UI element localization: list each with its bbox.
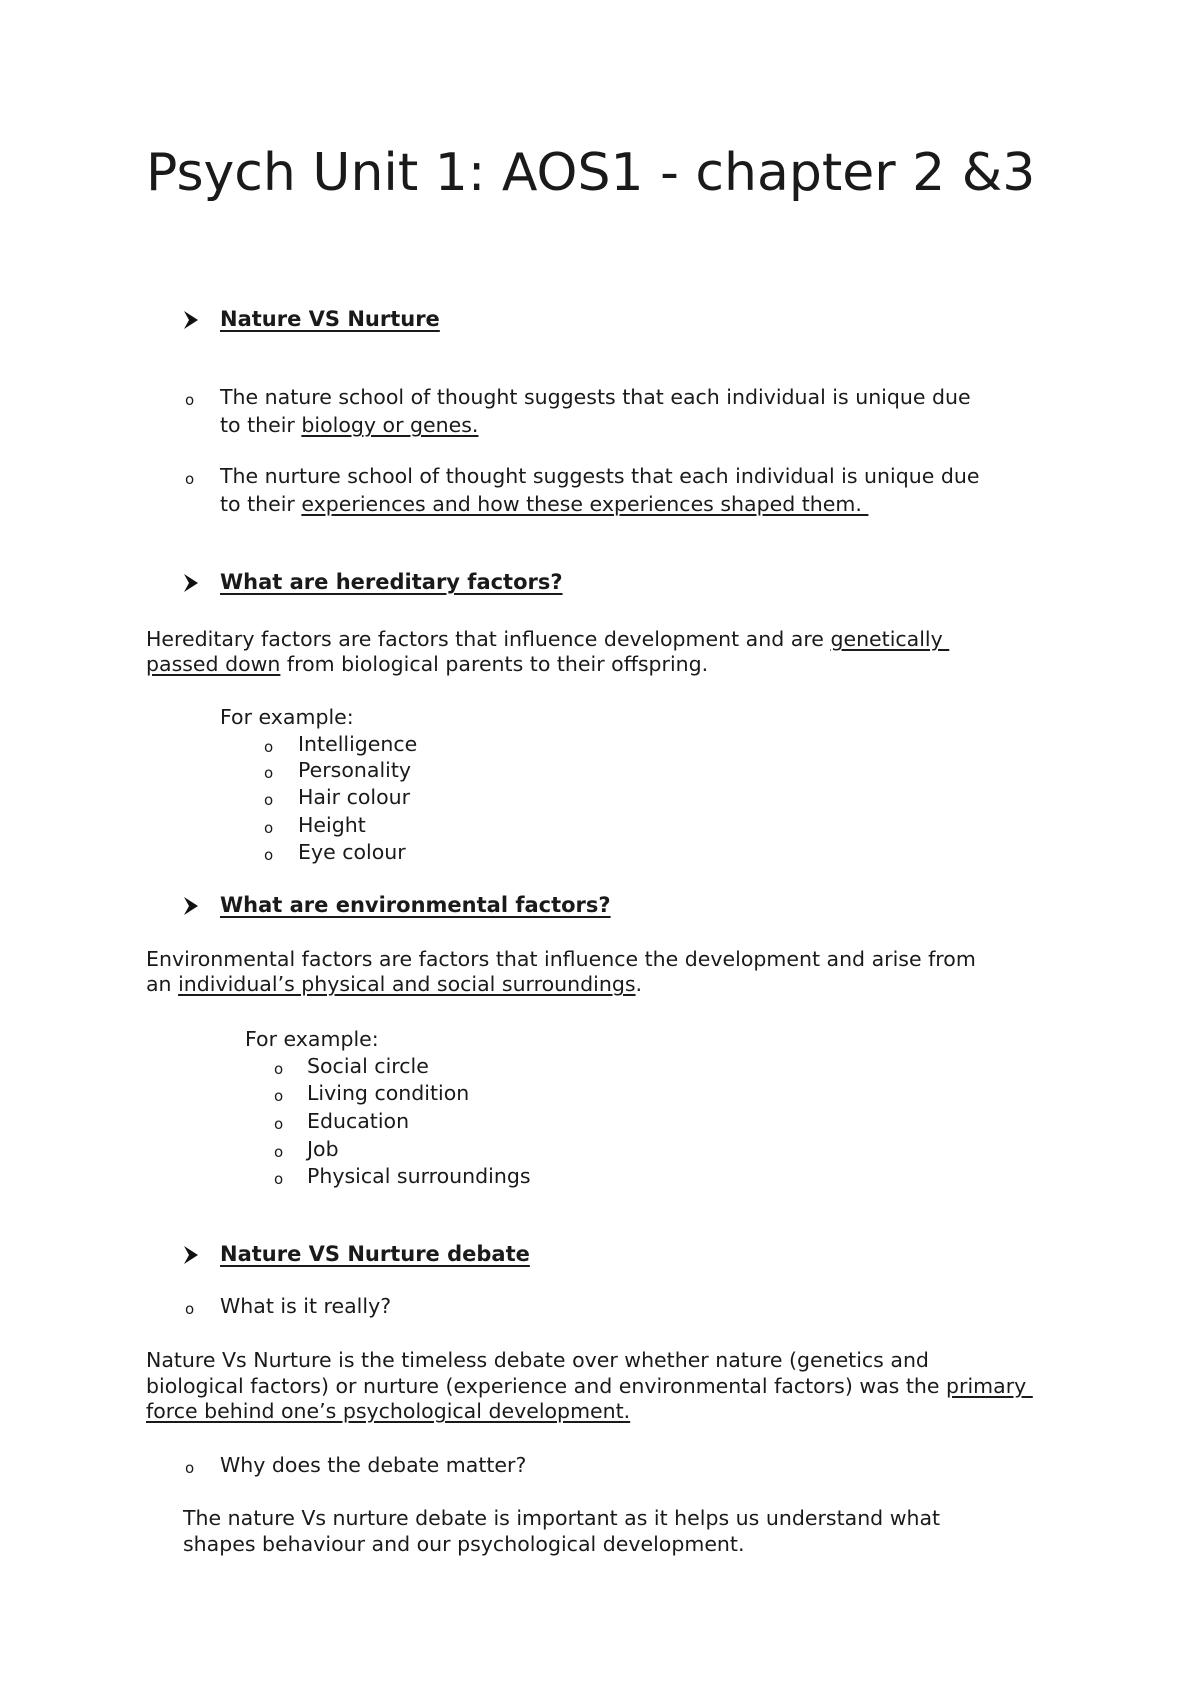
debate-para-line2: biological factors) or nurture (experience and environmental factors) was the primary: [146, 1374, 1033, 1398]
list-item: Height: [298, 813, 366, 837]
heading-nature-vs-nurture: Nature VS Nurture: [220, 307, 440, 331]
circle-bullet-icon: o: [274, 1143, 284, 1161]
list-item: Social circle: [307, 1054, 429, 1078]
arrow-bullet-icon: [183, 310, 200, 330]
circle-bullet-icon: o: [264, 846, 274, 864]
environmental-example-label: For example:: [245, 1027, 379, 1051]
question-what-is-it: What is it really?: [220, 1294, 392, 1318]
nurture-school-line2: to their experiences and how these experiences shaped them.: [220, 492, 869, 516]
answer-line1: The nature Vs nurture debate is important as it helps us understand what: [183, 1506, 941, 1530]
nature-school-line1: The nature school of thought suggests that each individual is unique due: [220, 385, 971, 409]
circle-bullet-icon: o: [264, 791, 274, 809]
question-why-matter: Why does the debate matter?: [220, 1453, 527, 1477]
arrow-bullet-icon: [183, 1245, 200, 1265]
circle-bullet-icon: o: [264, 738, 274, 756]
hereditary-para-line1: Hereditary factors are factors that influence development and are genetically: [146, 627, 950, 651]
heading-nature-vs-nurture-debate: Nature VS Nurture debate: [220, 1242, 530, 1266]
circle-bullet-icon: o: [264, 819, 274, 837]
list-item: Job: [307, 1137, 339, 1161]
nurture-school-line1: The nurture school of thought suggests that each individual is unique due: [220, 464, 980, 488]
circle-bullet-icon: o: [264, 764, 274, 782]
circle-bullet-icon: o: [274, 1060, 284, 1078]
environmental-para-line2: an individual’s physical and social surroundings.: [146, 972, 643, 996]
environmental-para-line1: Environmental factors are factors that influence the development and arise from: [146, 947, 976, 971]
arrow-bullet-icon: [183, 896, 200, 916]
circle-bullet-icon: o: [185, 470, 195, 488]
list-item: Hair colour: [298, 785, 411, 809]
circle-bullet-icon: o: [185, 1300, 195, 1318]
answer-line2: shapes behaviour and our psychological development.: [183, 1532, 745, 1556]
nature-school-line2: to their biology or genes.: [220, 413, 479, 437]
hereditary-para-line2: passed down from biological parents to their offspring.: [146, 652, 709, 676]
circle-bullet-icon: o: [274, 1087, 284, 1105]
circle-bullet-icon: o: [185, 1459, 195, 1477]
hereditary-example-label: For example:: [220, 705, 354, 729]
circle-bullet-icon: o: [185, 391, 195, 409]
heading-hereditary-factors: What are hereditary factors?: [220, 570, 563, 594]
heading-environmental-factors: What are environmental factors?: [220, 893, 611, 917]
list-item: Intelligence: [298, 732, 418, 756]
list-item: Education: [307, 1109, 410, 1133]
list-item: Personality: [298, 758, 412, 782]
list-item: Living condition: [307, 1081, 470, 1105]
debate-para-line1: Nature Vs Nurture is the timeless debate over whether nature (genetics and: [146, 1348, 929, 1372]
circle-bullet-icon: o: [274, 1170, 284, 1188]
arrow-bullet-icon: [183, 573, 200, 593]
page-title: Psych Unit 1: AOS1 - chapter 2 &3: [146, 143, 1036, 203]
circle-bullet-icon: o: [274, 1115, 284, 1133]
debate-para-line3: force behind one’s psychological development.: [146, 1399, 631, 1423]
list-item: Physical surroundings: [307, 1164, 531, 1188]
list-item: Eye colour: [298, 840, 406, 864]
